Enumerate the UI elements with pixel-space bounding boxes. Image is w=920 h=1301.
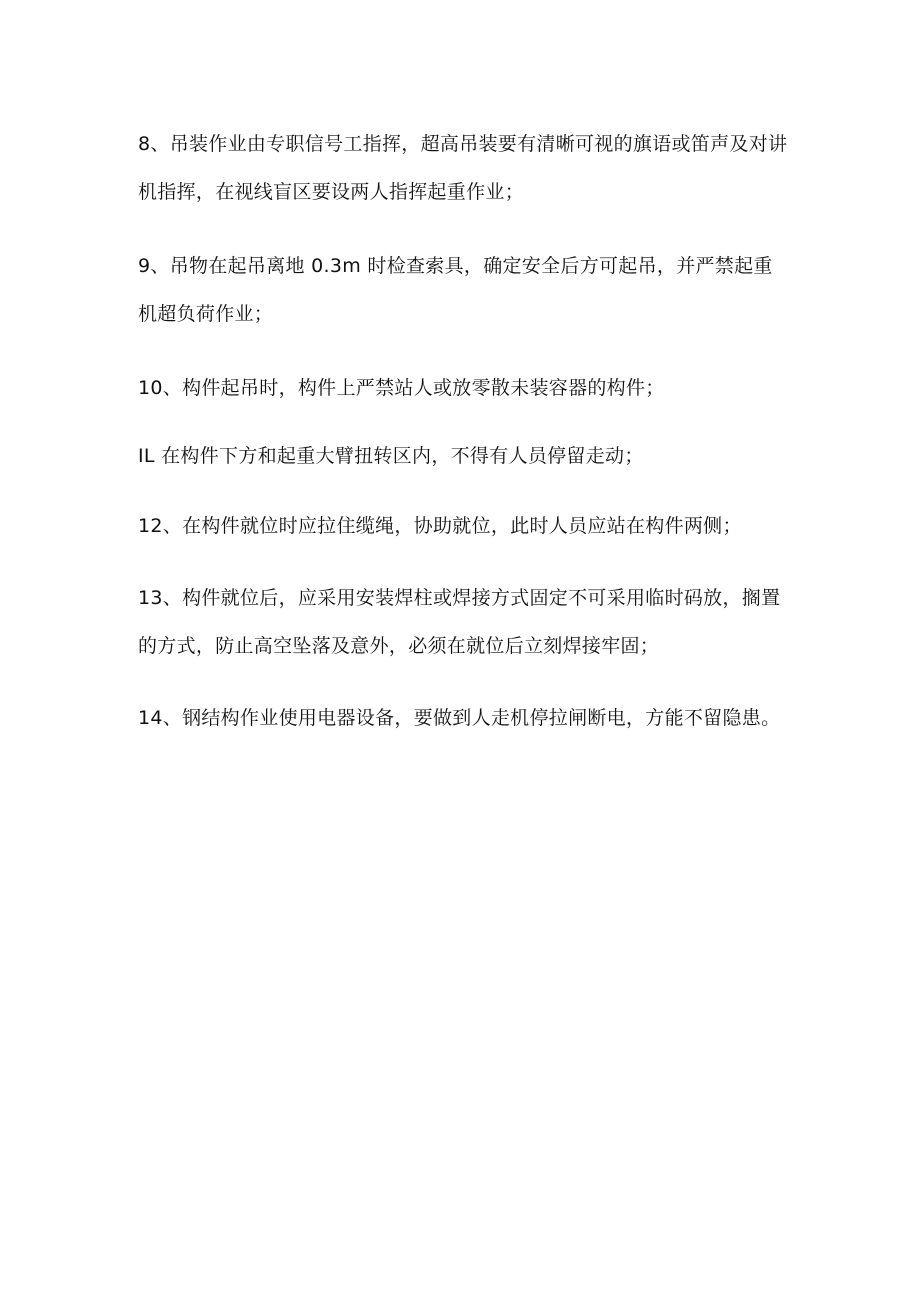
paragraph-item-8: 8、吊装作业由专职信号工指挥，超高吊装要有清晰可视的旗语或笛声及对讲机指挥，在视线盲区要设两人指挥起重作业； (138, 133, 788, 203)
paragraph-item-12: 12、在构件就位时应拉住缆绳，协助就位，此时人员应站在构件两侧； (138, 515, 742, 537)
paragraph-item-11: IL 在构件下方和起重大臂扭转区内，不得有人员停留走动； (138, 445, 644, 467)
paragraph-item-13: 13、构件就位后，应采用安装焊柱或焊接方式固定不可采用临时码放，搁置的方式，防止高空坠落及意外，必须在就位后立刻焊接牢固； (138, 587, 781, 657)
paragraph-item-10: 10、构件起吊时，构件上严禁站人或放零散未装容器的构件； (138, 377, 665, 399)
paragraph-item-14: 14、钢结构作业使用电器设备，要做到人走机停拉闸断电，方能不留隐患。 (138, 707, 781, 729)
paragraph-item-9: 9、吊物在起吊离地 0.3m 时检查索具，确定安全后方可起吊，并严禁起重机超负荷作业； (138, 255, 773, 325)
